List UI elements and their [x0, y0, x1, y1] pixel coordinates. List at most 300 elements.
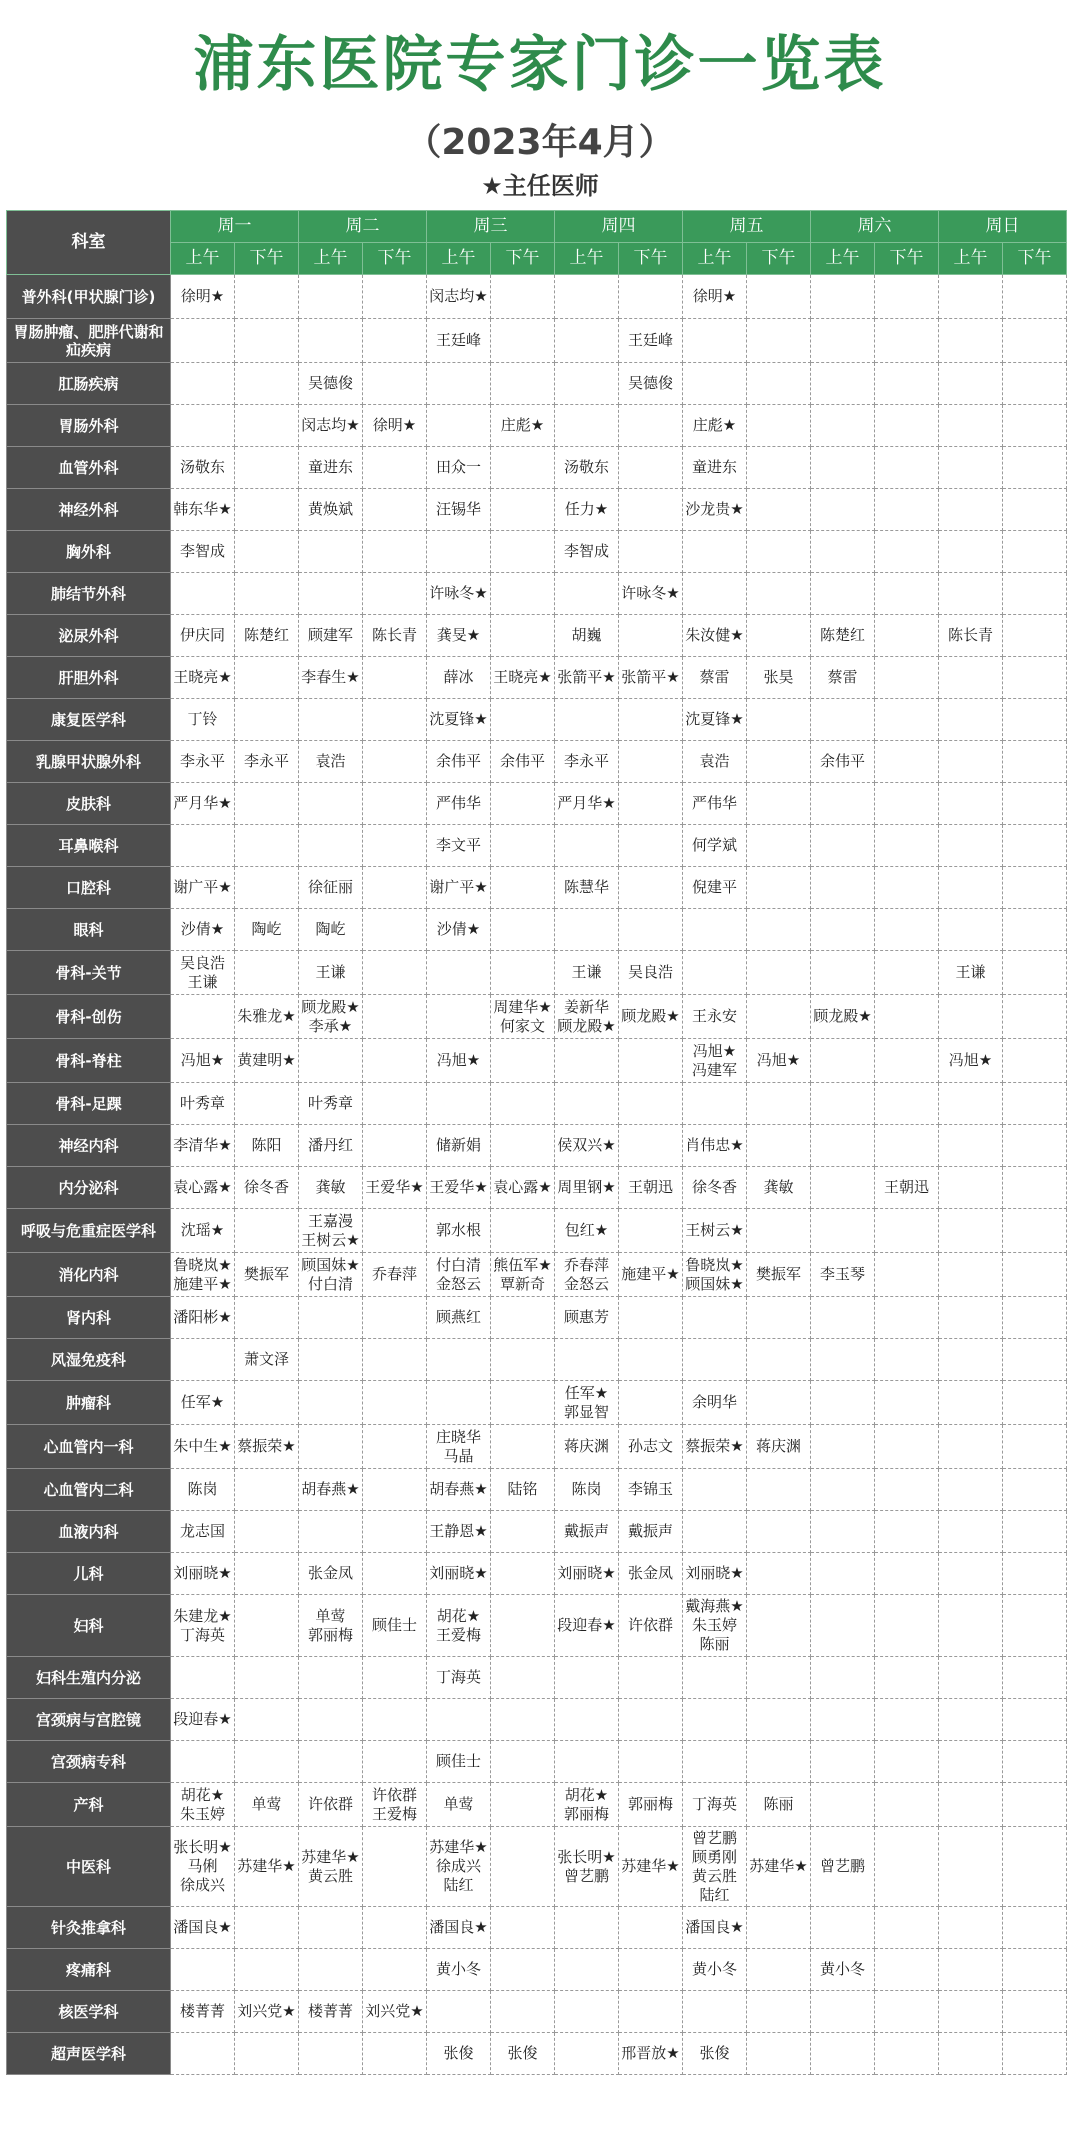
- doctor-name: 胡春燕★: [429, 1480, 488, 1498]
- schedule-cell: [747, 1425, 811, 1469]
- schedule-cell: [299, 867, 363, 909]
- schedule-cell: [619, 1511, 683, 1553]
- doctor-name: 韩东华★: [173, 500, 232, 518]
- schedule-cell: [939, 1595, 1003, 1657]
- schedule-cell: [747, 825, 811, 867]
- schedule-cell: [363, 615, 427, 657]
- schedule-cell: [619, 1425, 683, 1469]
- schedule-cell: [555, 995, 619, 1039]
- schedule-cell: [939, 1339, 1003, 1381]
- dept-name: 骨科-关节: [7, 951, 171, 995]
- schedule-cell: [747, 1469, 811, 1511]
- table-row: [7, 405, 1067, 447]
- table-row: [7, 1949, 1067, 1991]
- schedule-cell: [1003, 1083, 1067, 1125]
- schedule-cell: [171, 1907, 235, 1949]
- schedule-cell: [363, 909, 427, 951]
- schedule-cell: [619, 447, 683, 489]
- dept-name: 呼吸与危重症医学科: [7, 1209, 171, 1253]
- doctor-name: 王爱梅: [435, 1625, 481, 1644]
- schedule-cell: [299, 1553, 363, 1595]
- schedule-cell: [491, 2033, 555, 2075]
- schedule-cell: [811, 1783, 875, 1827]
- doctor-name: 戴海燕★: [685, 1597, 744, 1615]
- doctor-name: 王爱华★: [365, 1178, 424, 1196]
- schedule-cell: [683, 405, 747, 447]
- schedule-cell: [747, 1783, 811, 1827]
- table-row: [7, 741, 1067, 783]
- schedule-cell: [811, 1907, 875, 1949]
- doctor-name: 蔡雷: [699, 668, 730, 686]
- schedule-cell: [555, 825, 619, 867]
- schedule-cell: [235, 1949, 299, 1991]
- dept-name: 神经内科: [7, 1125, 171, 1167]
- schedule-cell: [683, 2033, 747, 2075]
- schedule-cell: [1003, 1125, 1067, 1167]
- day-header: 周一: [171, 211, 299, 243]
- doctor-name: 邢晋放★: [621, 2044, 680, 2062]
- schedule-cell: [747, 1297, 811, 1339]
- schedule-cell: [171, 825, 235, 867]
- schedule-cell: [619, 1949, 683, 1991]
- schedule-cell: [683, 1469, 747, 1511]
- doctor-name: 张长明★: [557, 1847, 616, 1866]
- table-row: [7, 447, 1067, 489]
- doctor-name: 龚敏: [763, 1178, 794, 1196]
- schedule-cell: [235, 1991, 299, 2033]
- doctor-name: 陈丽: [763, 1795, 794, 1813]
- schedule-cell: [747, 1253, 811, 1297]
- doctor-name: 曾艺鹏: [819, 1857, 865, 1875]
- doctor-name: 周建华★: [493, 997, 552, 1016]
- schedule-cell: [747, 1553, 811, 1595]
- doctor-name: 田众一: [435, 458, 481, 476]
- doctor-name: 陶屹: [251, 920, 282, 938]
- schedule-cell: [427, 1425, 491, 1469]
- table-row: [7, 489, 1067, 531]
- schedule-cell: [555, 1039, 619, 1083]
- schedule-cell: [363, 275, 427, 319]
- doctor-name: 汤敬东: [563, 458, 609, 476]
- doctor-name: 冯旭★: [436, 1051, 481, 1069]
- doctor-name: 沈夏锋★: [429, 710, 488, 728]
- table-row: [7, 951, 1067, 995]
- schedule-cell: [811, 909, 875, 951]
- schedule-cell: [811, 1827, 875, 1907]
- doctor-name: 胡花★: [436, 1606, 481, 1625]
- schedule-cell: [939, 825, 1003, 867]
- schedule-cell: [171, 447, 235, 489]
- schedule-cell: [427, 573, 491, 615]
- schedule-cell: [427, 447, 491, 489]
- schedule-cell: [619, 995, 683, 1039]
- schedule-cell: [555, 275, 619, 319]
- schedule-cell: [363, 1783, 427, 1827]
- schedule-cell: [491, 531, 555, 573]
- doctor-name: 单莺: [443, 1795, 474, 1813]
- schedule-cell: [811, 867, 875, 909]
- schedule-cell: [299, 1469, 363, 1511]
- schedule-cell: [683, 573, 747, 615]
- dept-name: 妇科: [7, 1595, 171, 1657]
- dept-name: 血液内科: [7, 1511, 171, 1553]
- schedule-cell: [555, 1339, 619, 1381]
- doctor-name: 郭水根: [435, 1221, 481, 1239]
- schedule-cell: [747, 951, 811, 995]
- schedule-cell: [875, 489, 939, 531]
- schedule-cell: [683, 783, 747, 825]
- schedule-cell: [875, 867, 939, 909]
- pm-header: 下午: [491, 243, 555, 275]
- schedule-cell: [811, 1699, 875, 1741]
- schedule-cell: [299, 825, 363, 867]
- schedule-cell: [235, 825, 299, 867]
- dept-name: 针灸推拿科: [7, 1907, 171, 1949]
- schedule-cell: [491, 319, 555, 363]
- schedule-cell: [683, 319, 747, 363]
- schedule-cell: [299, 1699, 363, 1741]
- schedule-cell: [427, 1741, 491, 1783]
- schedule-cell: [619, 319, 683, 363]
- schedule-cell: [299, 573, 363, 615]
- schedule-cell: [427, 825, 491, 867]
- schedule-cell: [363, 1991, 427, 2033]
- doctor-name: 徐冬香: [243, 1178, 289, 1196]
- doctor-name: 陈阳: [251, 1136, 282, 1154]
- schedule-cell: [427, 1827, 491, 1907]
- table-row: [7, 2033, 1067, 2075]
- am-header: 上午: [427, 243, 491, 275]
- schedule-cell: [939, 1827, 1003, 1907]
- dept-name: 疼痛科: [7, 1949, 171, 1991]
- schedule-cell: [555, 657, 619, 699]
- schedule-cell: [235, 1209, 299, 1253]
- table-row: [7, 1469, 1067, 1511]
- doctor-name: 龚旻★: [436, 626, 481, 644]
- schedule-cell: [747, 275, 811, 319]
- schedule-cell: [875, 1425, 939, 1469]
- schedule-cell: [811, 995, 875, 1039]
- doctor-name: 童进东: [691, 458, 737, 476]
- schedule-cell: [363, 447, 427, 489]
- schedule-cell: [491, 363, 555, 405]
- schedule-cell: [747, 1209, 811, 1253]
- doctor-name: 沙倩★: [436, 920, 481, 938]
- table-row: [7, 1339, 1067, 1381]
- doctor-name: 李玉琴: [819, 1265, 865, 1283]
- schedule-cell: [939, 275, 1003, 319]
- schedule-cell: [555, 531, 619, 573]
- schedule-cell: [811, 699, 875, 741]
- schedule-cell: [235, 363, 299, 405]
- schedule-cell: [747, 699, 811, 741]
- doctor-name: 张长明★: [173, 1838, 232, 1856]
- schedule-cell: [363, 657, 427, 699]
- schedule-cell: [363, 319, 427, 363]
- doctor-name: 鲁晓岚★: [173, 1255, 232, 1274]
- schedule-cell: [939, 1083, 1003, 1125]
- schedule-cell: [171, 1297, 235, 1339]
- doctor-name: 蒋庆渊: [755, 1437, 801, 1455]
- schedule-cell: [811, 1167, 875, 1209]
- schedule-cell: [619, 1783, 683, 1827]
- schedule-cell: [171, 995, 235, 1039]
- schedule-cell: [491, 1381, 555, 1425]
- schedule-cell: [1003, 1253, 1067, 1297]
- table-row: [7, 825, 1067, 867]
- schedule-cell: [171, 741, 235, 783]
- schedule-cell: [235, 405, 299, 447]
- schedule-cell: [171, 615, 235, 657]
- schedule-cell: [875, 1595, 939, 1657]
- doctor-name: 楼菁菁: [179, 2002, 225, 2020]
- schedule-cell: [427, 2033, 491, 2075]
- doctor-name: 余明华: [691, 1393, 737, 1411]
- schedule-cell: [171, 1657, 235, 1699]
- schedule-cell: [171, 1949, 235, 1991]
- schedule-cell: [555, 319, 619, 363]
- doctor-name: 朱雅龙★: [237, 1007, 296, 1025]
- doctor-name: 徐明★: [692, 287, 737, 305]
- schedule-cell: [683, 1425, 747, 1469]
- doctor-name: 黄焕斌: [307, 500, 353, 518]
- schedule-cell: [427, 1083, 491, 1125]
- schedule-cell: [747, 741, 811, 783]
- schedule-cell: [875, 741, 939, 783]
- doctor-name: 胡巍: [571, 626, 602, 644]
- schedule-cell: [1003, 1167, 1067, 1209]
- schedule-cell: [363, 741, 427, 783]
- doctor-name: 郭丽梅: [563, 1804, 609, 1823]
- schedule-cell: [619, 909, 683, 951]
- schedule-cell: [235, 657, 299, 699]
- schedule-cell: [555, 1907, 619, 1949]
- schedule-cell: [171, 405, 235, 447]
- schedule-cell: [363, 995, 427, 1039]
- schedule-cell: [427, 531, 491, 573]
- schedule-cell: [491, 1741, 555, 1783]
- doctor-name: 朱玉婷: [179, 1804, 225, 1823]
- schedule-cell: [299, 1783, 363, 1827]
- doctor-name: 丁海英: [691, 1795, 737, 1813]
- schedule-cell: [235, 1167, 299, 1209]
- schedule-cell: [939, 1253, 1003, 1297]
- schedule-cell: [939, 2033, 1003, 2075]
- doctor-name: 许咏冬★: [621, 584, 680, 602]
- dept-name: 血管外科: [7, 447, 171, 489]
- schedule-cell: [555, 1595, 619, 1657]
- schedule-cell: [747, 1039, 811, 1083]
- schedule-cell: [1003, 531, 1067, 573]
- schedule-cell: [1003, 657, 1067, 699]
- schedule-cell: [555, 1253, 619, 1297]
- doctor-name: 朱汝健★: [685, 626, 744, 644]
- schedule-cell: [171, 657, 235, 699]
- doctor-name: 刘丽晓★: [557, 1564, 616, 1582]
- schedule-cell: [1003, 275, 1067, 319]
- schedule-cell: [171, 1083, 235, 1125]
- schedule-cell: [363, 1167, 427, 1209]
- dept-name: 肿瘤科: [7, 1381, 171, 1425]
- schedule-cell: [683, 1083, 747, 1125]
- schedule-cell: [875, 1783, 939, 1827]
- day-header: 周三: [427, 211, 555, 243]
- schedule-cell: [171, 1783, 235, 1827]
- schedule-cell: [171, 1381, 235, 1425]
- doctor-name: 储新娟: [435, 1136, 481, 1154]
- table-row: [7, 867, 1067, 909]
- schedule-cell: [363, 573, 427, 615]
- schedule-cell: [299, 951, 363, 995]
- schedule-cell: [811, 1339, 875, 1381]
- doctor-name: 苏建华★: [749, 1857, 808, 1875]
- schedule-cell: [619, 1595, 683, 1657]
- schedule-cell: [683, 275, 747, 319]
- doctor-name: 曾艺鹏: [563, 1866, 609, 1885]
- table-row: [7, 1209, 1067, 1253]
- schedule-cell: [619, 2033, 683, 2075]
- schedule-cell: [235, 867, 299, 909]
- schedule-cell: [299, 1039, 363, 1083]
- schedule-cell: [299, 1083, 363, 1125]
- schedule-cell: [939, 783, 1003, 825]
- table-row: [7, 995, 1067, 1039]
- doctor-name: 汪锡华: [435, 500, 481, 518]
- table-row: [7, 699, 1067, 741]
- doctor-name: 陈岗: [187, 1480, 218, 1498]
- doctor-name: 王树云★: [685, 1221, 744, 1239]
- pm-header: 下午: [747, 243, 811, 275]
- schedule-cell: [683, 1741, 747, 1783]
- schedule-cell: [1003, 1741, 1067, 1783]
- schedule-cell: [747, 573, 811, 615]
- table-row: [7, 1741, 1067, 1783]
- table-row: [7, 1039, 1067, 1083]
- schedule-cell: [299, 615, 363, 657]
- schedule-cell: [363, 1209, 427, 1253]
- schedule-cell: [299, 275, 363, 319]
- schedule-cell: [683, 1339, 747, 1381]
- schedule-cell: [491, 615, 555, 657]
- schedule-cell: [555, 1209, 619, 1253]
- dept-name: 中医科: [7, 1827, 171, 1907]
- doctor-name: 刘丽晓★: [685, 1564, 744, 1582]
- schedule-cell: [875, 951, 939, 995]
- schedule-cell: [171, 1167, 235, 1209]
- schedule-cell: [1003, 1297, 1067, 1339]
- schedule-cell: [619, 1083, 683, 1125]
- schedule-cell: [747, 1511, 811, 1553]
- schedule-cell: [875, 825, 939, 867]
- schedule-cell: [747, 1083, 811, 1125]
- schedule-cell: [491, 867, 555, 909]
- doctor-name: 闵志均★: [301, 416, 360, 434]
- doctor-name: 童进东: [307, 458, 353, 476]
- schedule-cell: [683, 489, 747, 531]
- dept-name: 内分泌科: [7, 1167, 171, 1209]
- schedule-cell: [491, 1167, 555, 1209]
- schedule-cell: [171, 489, 235, 531]
- schedule-cell: [939, 1699, 1003, 1741]
- schedule-cell: [875, 1553, 939, 1595]
- schedule-cell: [939, 995, 1003, 1039]
- doctor-name: 王树云★: [301, 1230, 360, 1249]
- schedule-cell: [747, 1657, 811, 1699]
- schedule-cell: [555, 405, 619, 447]
- schedule-cell: [363, 1595, 427, 1657]
- schedule-cell: [235, 909, 299, 951]
- day-header-row: [7, 211, 1067, 243]
- schedule-cell: [1003, 363, 1067, 405]
- doctor-name: 陈长青: [947, 626, 993, 644]
- schedule-cell: [939, 657, 1003, 699]
- schedule-cell: [619, 405, 683, 447]
- schedule-cell: [427, 867, 491, 909]
- schedule-cell: [555, 1167, 619, 1209]
- schedule-cell: [299, 1209, 363, 1253]
- schedule-cell: [875, 531, 939, 573]
- schedule-cell: [555, 783, 619, 825]
- doctor-name: 蔡振荣★: [685, 1437, 744, 1455]
- page-title: 浦东医院专家门诊一览表: [193, 30, 887, 100]
- schedule-cell: [1003, 319, 1067, 363]
- schedule-cell: [171, 2033, 235, 2075]
- schedule-cell: [363, 405, 427, 447]
- doctor-name: 蔡振荣★: [237, 1437, 296, 1455]
- schedule-cell: [811, 783, 875, 825]
- schedule-cell: [619, 1039, 683, 1083]
- schedule-cell: [491, 699, 555, 741]
- schedule-cell: [235, 275, 299, 319]
- doctor-name: 吴德俊: [627, 374, 673, 392]
- schedule-cell: [939, 1039, 1003, 1083]
- schedule-cell: [811, 363, 875, 405]
- doctor-name: 沈夏锋★: [685, 710, 744, 728]
- schedule-cell: [299, 363, 363, 405]
- schedule-cell: [619, 531, 683, 573]
- schedule-cell: [1003, 1381, 1067, 1425]
- schedule-cell: [747, 995, 811, 1039]
- doctor-name: 袁浩: [699, 752, 730, 770]
- schedule-cell: [171, 275, 235, 319]
- schedule-cell: [811, 1209, 875, 1253]
- doctor-name: 张金凤: [307, 1564, 353, 1582]
- schedule-cell: [555, 1083, 619, 1125]
- doctor-name: 伊庆同: [179, 626, 225, 644]
- schedule-cell: [683, 1657, 747, 1699]
- table-row: [7, 1297, 1067, 1339]
- schedule-cell: [555, 1381, 619, 1425]
- schedule-cell: [875, 1167, 939, 1209]
- doctor-name: 许依群: [307, 1795, 353, 1813]
- schedule-cell: [235, 1469, 299, 1511]
- schedule-cell: [811, 1595, 875, 1657]
- schedule-cell: [939, 531, 1003, 573]
- schedule-cell: [1003, 615, 1067, 657]
- table-row: [7, 1991, 1067, 2033]
- schedule-cell: [555, 1783, 619, 1827]
- schedule-cell: [683, 1991, 747, 2033]
- schedule-cell: [171, 1425, 235, 1469]
- schedule-cell: [491, 995, 555, 1039]
- doctor-name: 王谦: [955, 963, 986, 981]
- schedule-cell: [811, 1425, 875, 1469]
- schedule-cell: [747, 1595, 811, 1657]
- schedule-cell: [427, 1657, 491, 1699]
- doctor-name: 姜新华: [563, 997, 609, 1016]
- schedule-cell: [171, 867, 235, 909]
- schedule-cell: [171, 1511, 235, 1553]
